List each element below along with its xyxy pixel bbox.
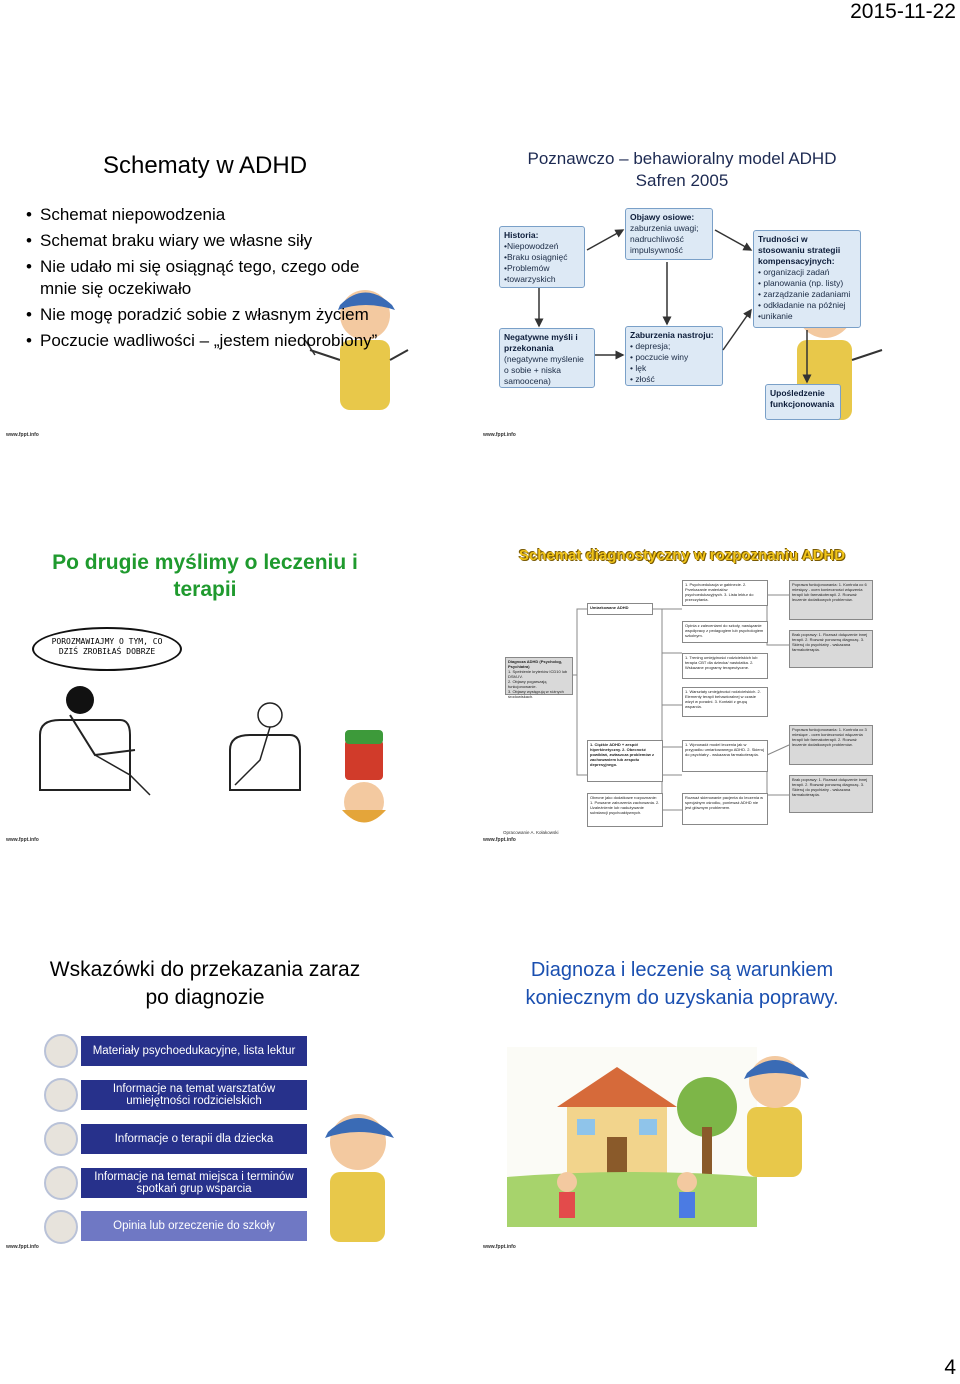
tip-item: Informacje o terapii dla dziecka [80, 1123, 308, 1155]
wprowadz-box: 1. Wprowadź model leczenia jak w przypadku umiarkowanego ADHD. 2. Skieruj do psychiatry - wskazana farmakoterapia. [682, 740, 768, 772]
bullet-item: • Poczucie wadliwości – „jestem niedorobiony” [26, 330, 396, 352]
slide-title: Poznawczo – behawioralny model ADHD [527, 149, 837, 168]
negatywne-mysli-box: Negatywne myśli i przekonania (negatywne myślenie o sobie + niska samoocena) [499, 328, 595, 388]
therapy-icon [44, 1122, 78, 1156]
slide-footer: www.fppt.info [483, 1244, 516, 1250]
slide-subtitle: Safren 2005 [635, 171, 729, 190]
slide-schemat-diagnostyczny [477, 535, 887, 845]
umiarkowane-box: Umiarkowane ADHD [587, 603, 653, 615]
poprawa-box: Poprawa funkcjonowania: 1. Kontrola co 6 miesięcy - ocen konieczności włączenia terapii lub farmakoterapii. 2. Rozważ leczenie dodatkowych problemów. [789, 580, 873, 620]
bullet-item: • Schemat niepowodzenia [26, 204, 396, 226]
workshop-icon [44, 1078, 78, 1112]
slide-diagnoza-leczenie [477, 942, 887, 1252]
slide-title: Diagnoza i leczenie są warunkiem [530, 959, 834, 981]
tip-item: Informacje na temat miejsca i terminów spotkań grup wsparcia [80, 1167, 308, 1199]
slide-footer: www.fppt.info [6, 837, 39, 843]
slide-footer: www.fppt.info [483, 432, 516, 438]
school-icon [44, 1210, 78, 1244]
ciezkie-adhd-box: 1. Ciężkie ADHD + zespół hiperkinetyczny. 2. Obecność powikłań, zwłaszcza problemów z zachowaniem lub zespołu depresyjnego. [587, 740, 663, 782]
page-date: 2015-11-22 [850, 0, 956, 23]
brak-poprawy-box-2: Brak poprawy: 1. Rozważ dołączenie innej terapii. 2. Rozważ ponowną diagnozę. 3. Skieruj do psychiatry - wskazana farmakoterapia. [789, 775, 873, 813]
boy-illustration [300, 1102, 410, 1252]
diagnoza-box: Diagnoza ADHD (Psycholog, Psychiatra) 1. Spełnienie kryteriów ICD10 lub DSM-IV. 2. Objawy pogarszają funkcjonowanie. 3. Objawy występują w różnych środowiskach. [505, 657, 573, 695]
slide-title-line2: terapii [173, 578, 237, 601]
slide-model-adhd [477, 130, 887, 440]
tip-item: Materiały psychoedukacyjne, lista lektur [80, 1035, 308, 1067]
slide-title: Po drugie myślimy o leczeniu i [52, 551, 358, 574]
warsztaty-box: 1. Warsztaty umiejętności rodzicielskich. 2. Elementy terapii behawioralnej w czasie wizyt w poradni. 3. Kontakt z grupą wsparcia. [682, 687, 768, 717]
bullet-item: • Nie mogę poradzić sobie z własnym życiem [26, 304, 396, 326]
slide-title: Schematy w ADHD [102, 152, 308, 179]
upside-down-kid-illustration [330, 730, 400, 840]
brak-poprawy-box: Brak poprawy: 1. Rozważ dołączenie innej terapii. 2. Rozważ ponowną diagnozę. 3. Skieruj do psychiatry - wskazana farmakoterapia. [789, 630, 873, 668]
support-group-icon [44, 1166, 78, 1200]
slide-footer: www.fppt.info [483, 837, 516, 843]
slide-wskazowki [0, 942, 410, 1252]
tip-item: Opinia lub orzeczenie do szkoły [80, 1210, 308, 1242]
speech-bubble: POROZMAWIAJMY O TYM, CO DZIŚ ZROBIŁAŚ DOBRZE [32, 627, 182, 671]
therapy-sketch [20, 675, 320, 825]
slide-title-line2: koniecznym do uzyskania poprawy. [525, 987, 839, 1009]
bullet-item: • Nie udało mi się osiągnąć tego, czego ode mnie się oczekiwało [26, 256, 396, 300]
opinia-box: Opinia z zaleceniami do szkoły, nawiązanie współpracy z pedagogiem lub psychologiem szkolnym. [682, 621, 768, 643]
tip-item: Informacje na temat warsztatów umiejętności rodzicielskich [80, 1079, 308, 1111]
flow-arrows [477, 130, 887, 440]
bullet-list [26, 204, 396, 356]
slide-leczenie [0, 535, 410, 845]
slide-title: Schemat diagnostyczny w rozpoznaniu ADHD [518, 547, 846, 564]
historia-box: Historia: •Niepowodzeń •Braku osiągnięć •Problemów •towarzyskich [499, 226, 585, 288]
objawy-osiowe-box: Objawy osiowe: zaburzenia uwagi; nadruchliwość impulsywność [625, 208, 713, 260]
uposledzenie-box: Upośledzenie funkcjonowania [765, 384, 841, 420]
family-house-illustration [507, 1047, 867, 1247]
rozwaz-box: Rozważ skierowanie pacjenta do leczenia w specjalnym ośrodku, ponieważ ADHD nie jest głównym problemem. [682, 793, 768, 825]
slide-footer: www.fppt.info [6, 432, 39, 438]
poprawa-box-2: Poprawa funkcjonowania: 1. Kontrola co 3 miesiące - ocen konieczności włączenia terapii lub farmakoterapii. 2. Rozważ leczenie dodatkowych problemów. [789, 725, 873, 765]
diagram-author: Opracowanie A. Kołakowski [503, 830, 559, 835]
bullet-item: • Schemat braku wiary we własne siły [26, 230, 396, 252]
slide-title: Wskazówki do przekazania zaraz [49, 958, 361, 981]
slide-footer: www.fppt.info [6, 1244, 39, 1250]
slide-title-line2: po diagnozie [145, 986, 265, 1009]
slide-schematy [0, 130, 410, 440]
zaburzenia-nastroju-box: Zaburzenia nastroju: • depresja; • poczucie winy • lęk • złość [625, 326, 723, 386]
materials-icon [44, 1034, 78, 1068]
psychoedukacja-box: 1. Psychoedukacja w gabinecie. 2. Przekazanie materiałów psychoedukacyjnych. 3. Lista lektur do przeczytania. [682, 580, 768, 606]
trudnosci-box: Trudności w stosowaniu strategii kompensacyjnych: • organizacji zadań • planowania (np. listy) • zarządzanie zadaniami • odkładanie na później •unikanie [753, 230, 861, 328]
trening-box: 1. Trening umiejętności rodzicielskich lub terapia CBT dla dziecka/ nastolatka. 2. Wskazane programy terapeutyczne. [682, 653, 768, 679]
obecne-box: Obecne jako dodatkowe rozpoznanie: 1. Powazne zaburzenia zachowania. 2. Uzależnienie lub nadużywanie substancji psychoaktywnych. [587, 793, 663, 827]
page-number: 4 [944, 1356, 956, 1379]
